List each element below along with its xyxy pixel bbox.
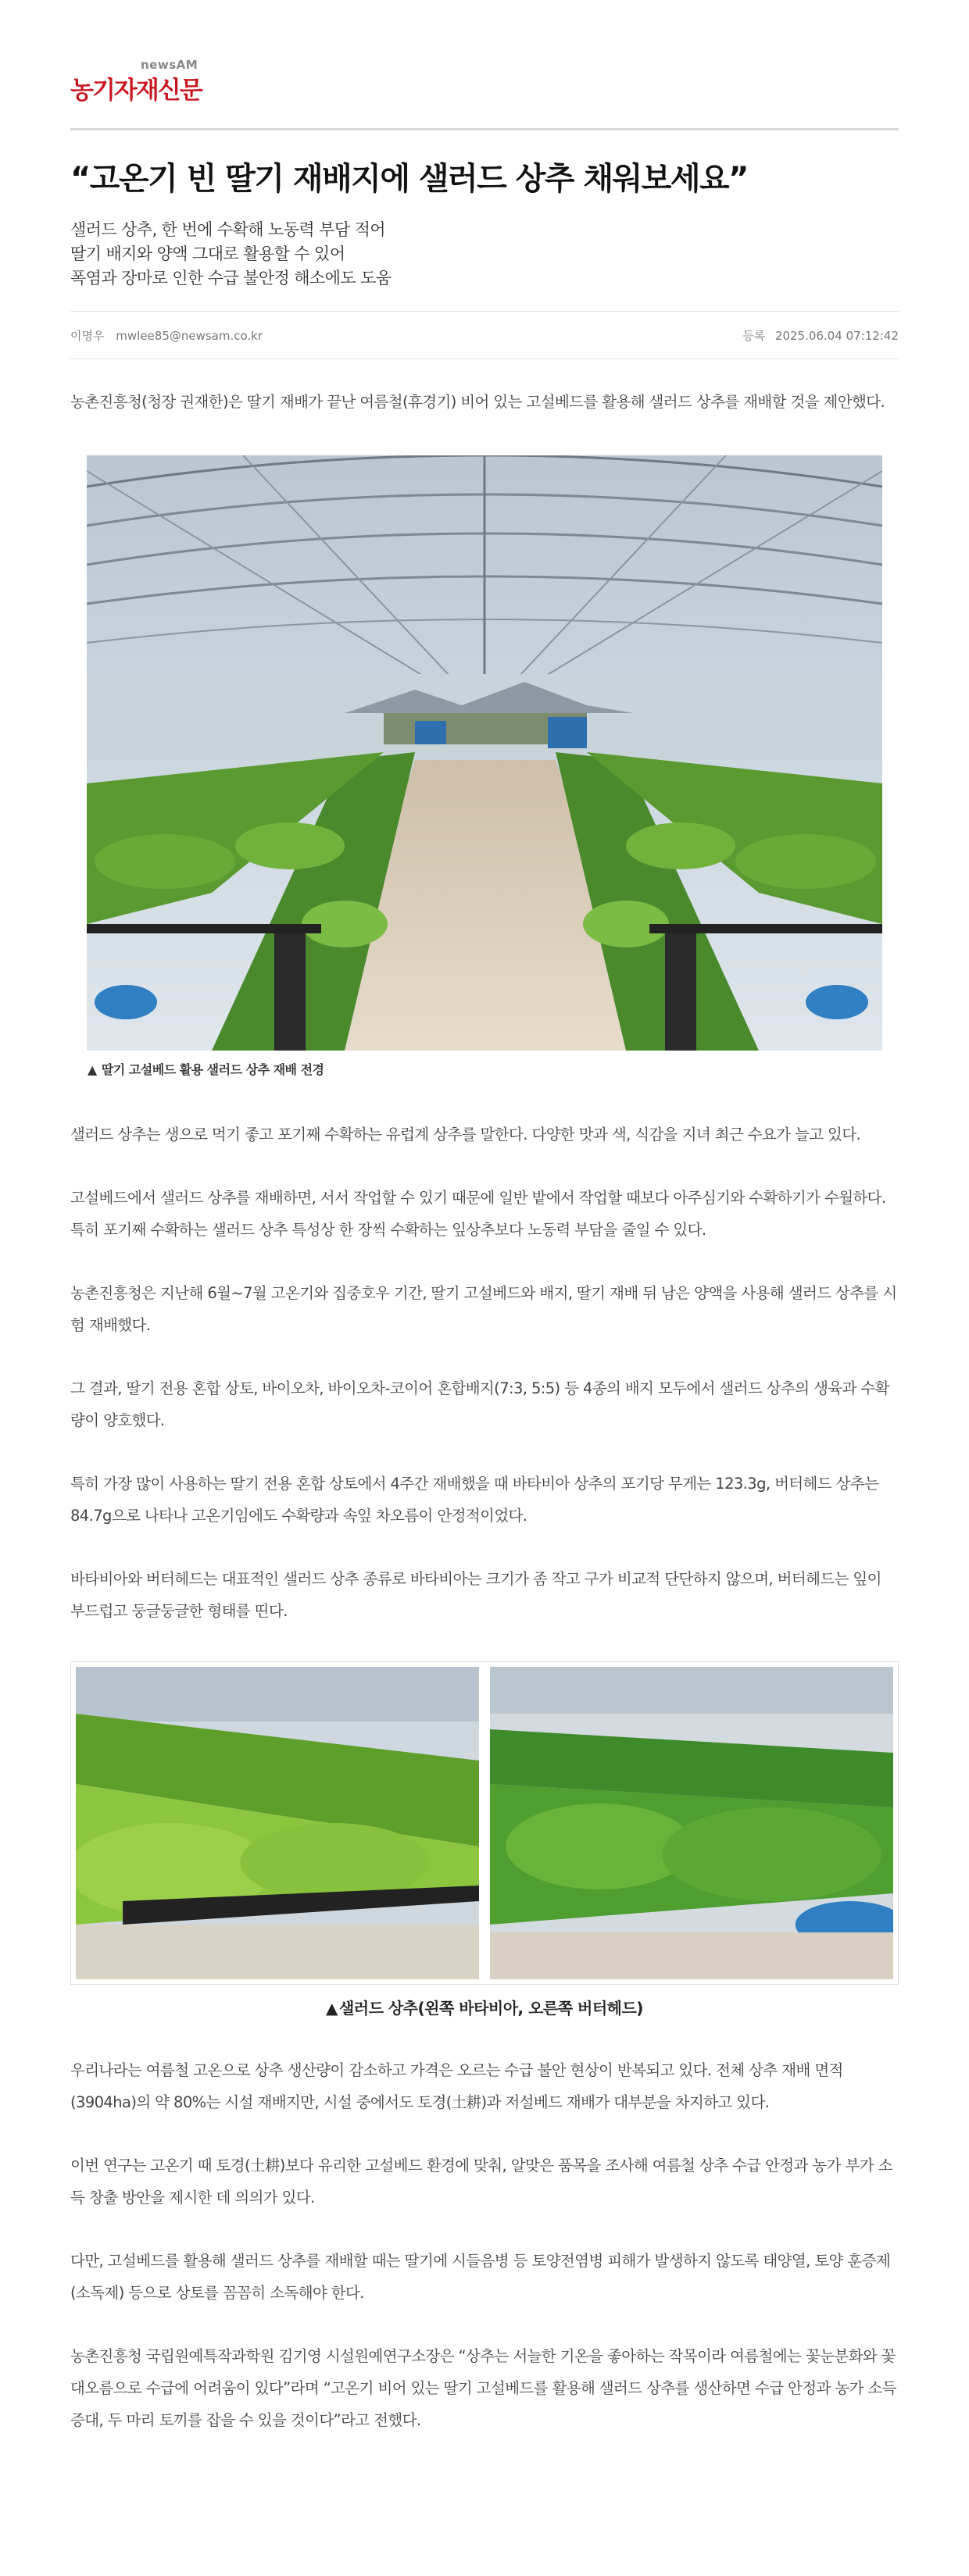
- date-value: 2025.06.04 07:12:42: [774, 329, 899, 343]
- article-page: [70, 0, 899, 2436]
- date-label: 등록: [742, 329, 766, 343]
- subheadline-list: [70, 218, 899, 291]
- caption-text: 딸기 고설베드 활용 샐러드 상추 재배 전경: [101, 1062, 324, 1077]
- author-name[interactable]: 이명우: [70, 329, 105, 343]
- article-paragraph: 다만, 고설베드를 활용해 샐러드 상추를 재배할 때는 딸기에 시들음병 등 토양전염병 피해가 발생하지 않도록 태양열, 토양 훈증제(소독제) 등으로 상토를 꼼꼼히 소독해야 한다.: [70, 2252, 891, 2302]
- article-headline: “고온기 빈 딸기 재배지에 샐러드 상추 채워보세요”: [70, 161, 748, 197]
- logo-text: 농기자재신문: [70, 77, 202, 105]
- butterhead-lettuce-image: [490, 1667, 893, 1979]
- article-paragraph: 이번 연구는 고온기 때 토경(土耕)보다 유리한 고설베드 환경에 맞춰, 알맞은 품목을 조사해 여름철 상추 수급 안정과 농가 부가 소득 창출 방안을 제시한 데 의의가 있다.: [70, 2157, 892, 2207]
- author-info: [70, 327, 263, 344]
- byline: [70, 312, 899, 359]
- site-logo[interactable]: [70, 58, 899, 106]
- article-paragraph: 바타비아와 버터헤드는 대표적인 샐러드 상추 종류로 바타비아는 크기가 좀 작고 구가 비교적 단단하지 않으며, 버터헤드는 잎이 부드럽고 둥글둥글한 형태를 띤다.: [70, 1570, 881, 1620]
- article-paragraph: 우리나라는 여름철 고온으로 상추 생산량이 감소하고 가격은 오르는 수급 불안 현상이 반복되고 있다. 전체 상추 재배 면적(3904ha)의 약 80%는 시설 재배지만, 시설 중에서도 토경(土耕)과 저설베드 재배가 대부분을 차지하고 있다.: [70, 2061, 843, 2111]
- article-paragraph: 농촌진흥청은 지난해 6월~7월 고온기와 집중호우 기간, 딸기 고설베드와 배지, 딸기 재배 뒤 남은 양액을 사용해 샐러드 상추를 시험 재배했다.: [70, 1284, 897, 1334]
- photo-caption: [88, 1060, 899, 1078]
- caption-marker: ▲: [326, 1999, 338, 2018]
- photo-pair-caption: [70, 1996, 899, 2018]
- header-divider: [70, 128, 899, 130]
- subheadline: 샐러드 상추, 한 번에 수확해 노동력 부담 적어: [70, 220, 385, 239]
- lettuce-photo-pair: [70, 1661, 899, 1985]
- batavia-lettuce-image: [76, 1667, 479, 1979]
- subheadline: 딸기 배지와 양액 그대로 활용할 수 있어: [70, 244, 345, 263]
- article-paragraph: 고설베드에서 샐러드 상추를 재배하면, 서서 작업할 수 있기 때문에 일반 밭에서 작업할 때보다 아주심기와 수확하기가 수월하다. 특히 포기째 수확하는 샐러드 상추 특성상 한 장씩 수확하는 잎상추보다 노동력 부담을 줄일 수 있다.: [70, 1189, 886, 1239]
- subheadline: 폭염과 장마로 인한 수급 불안정 해소에도 도움: [70, 269, 392, 287]
- caption-marker: ▲: [88, 1062, 97, 1077]
- logo-subtext: newsAM: [141, 58, 198, 72]
- article-paragraph: 농촌진흥청 국립원예특작과학원 김기영 시설원예연구소장은 “상추는 서늘한 기온을 좋아하는 작목이라 여름철에는 꽃눈분화와 꽃대오름으로 수급에 어려움이 있다”라며 “고온기 비어 있는 딸기 고설베드를 활용해 샐러드 상추를 생산하면 수급 안정과 농가 소득 증대, 두 마리 토끼를 잡을 수 있을 것이다”라고 전했다.: [70, 2347, 896, 2429]
- article-paragraph: 특히 가장 많이 사용하는 딸기 전용 혼합 상토에서 4주간 재배했을 때 바타비아 상추의 포기당 무게는 123.3g, 버터헤드 상추는 84.7g으로 나타나 고온기임에도 수확량과 속잎 차오름이 안정적이었다.: [70, 1475, 879, 1525]
- article-paragraph: 농촌진흥청(청장 권재한)은 딸기 재배가 끝난 여름철(휴경기) 비어 있는 고설베드를 활용해 샐러드 상추를 재배할 것을 제안했다.: [70, 393, 885, 411]
- article-paragraph: 그 결과, 딸기 전용 혼합 상토, 바이오차, 바이오차-코이어 혼합배지(7:3, 5:5) 등 4종의 배지 모두에서 샐러드 상추의 생육과 수확량이 양호했다.: [70, 1379, 889, 1429]
- butterhead-photo: [490, 1667, 893, 1979]
- caption-text: 샐러드 상추(왼쪽 바타비아, 오른쪽 버터헤드): [338, 1999, 643, 2018]
- publish-date: [742, 327, 899, 344]
- batavia-photo: [76, 1667, 479, 1979]
- article-paragraph: 샐러드 상추는 생으로 먹기 좋고 포기째 수확하는 유럽계 상추를 말한다. 다양한 맛과 색, 식감을 지녀 최근 수요가 늘고 있다.: [70, 1126, 861, 1144]
- author-email[interactable]: mwlee85@newsam.co.kr: [116, 329, 263, 343]
- greenhouse-photo: [87, 455, 882, 1051]
- greenhouse-lettuce-image: [87, 455, 882, 1051]
